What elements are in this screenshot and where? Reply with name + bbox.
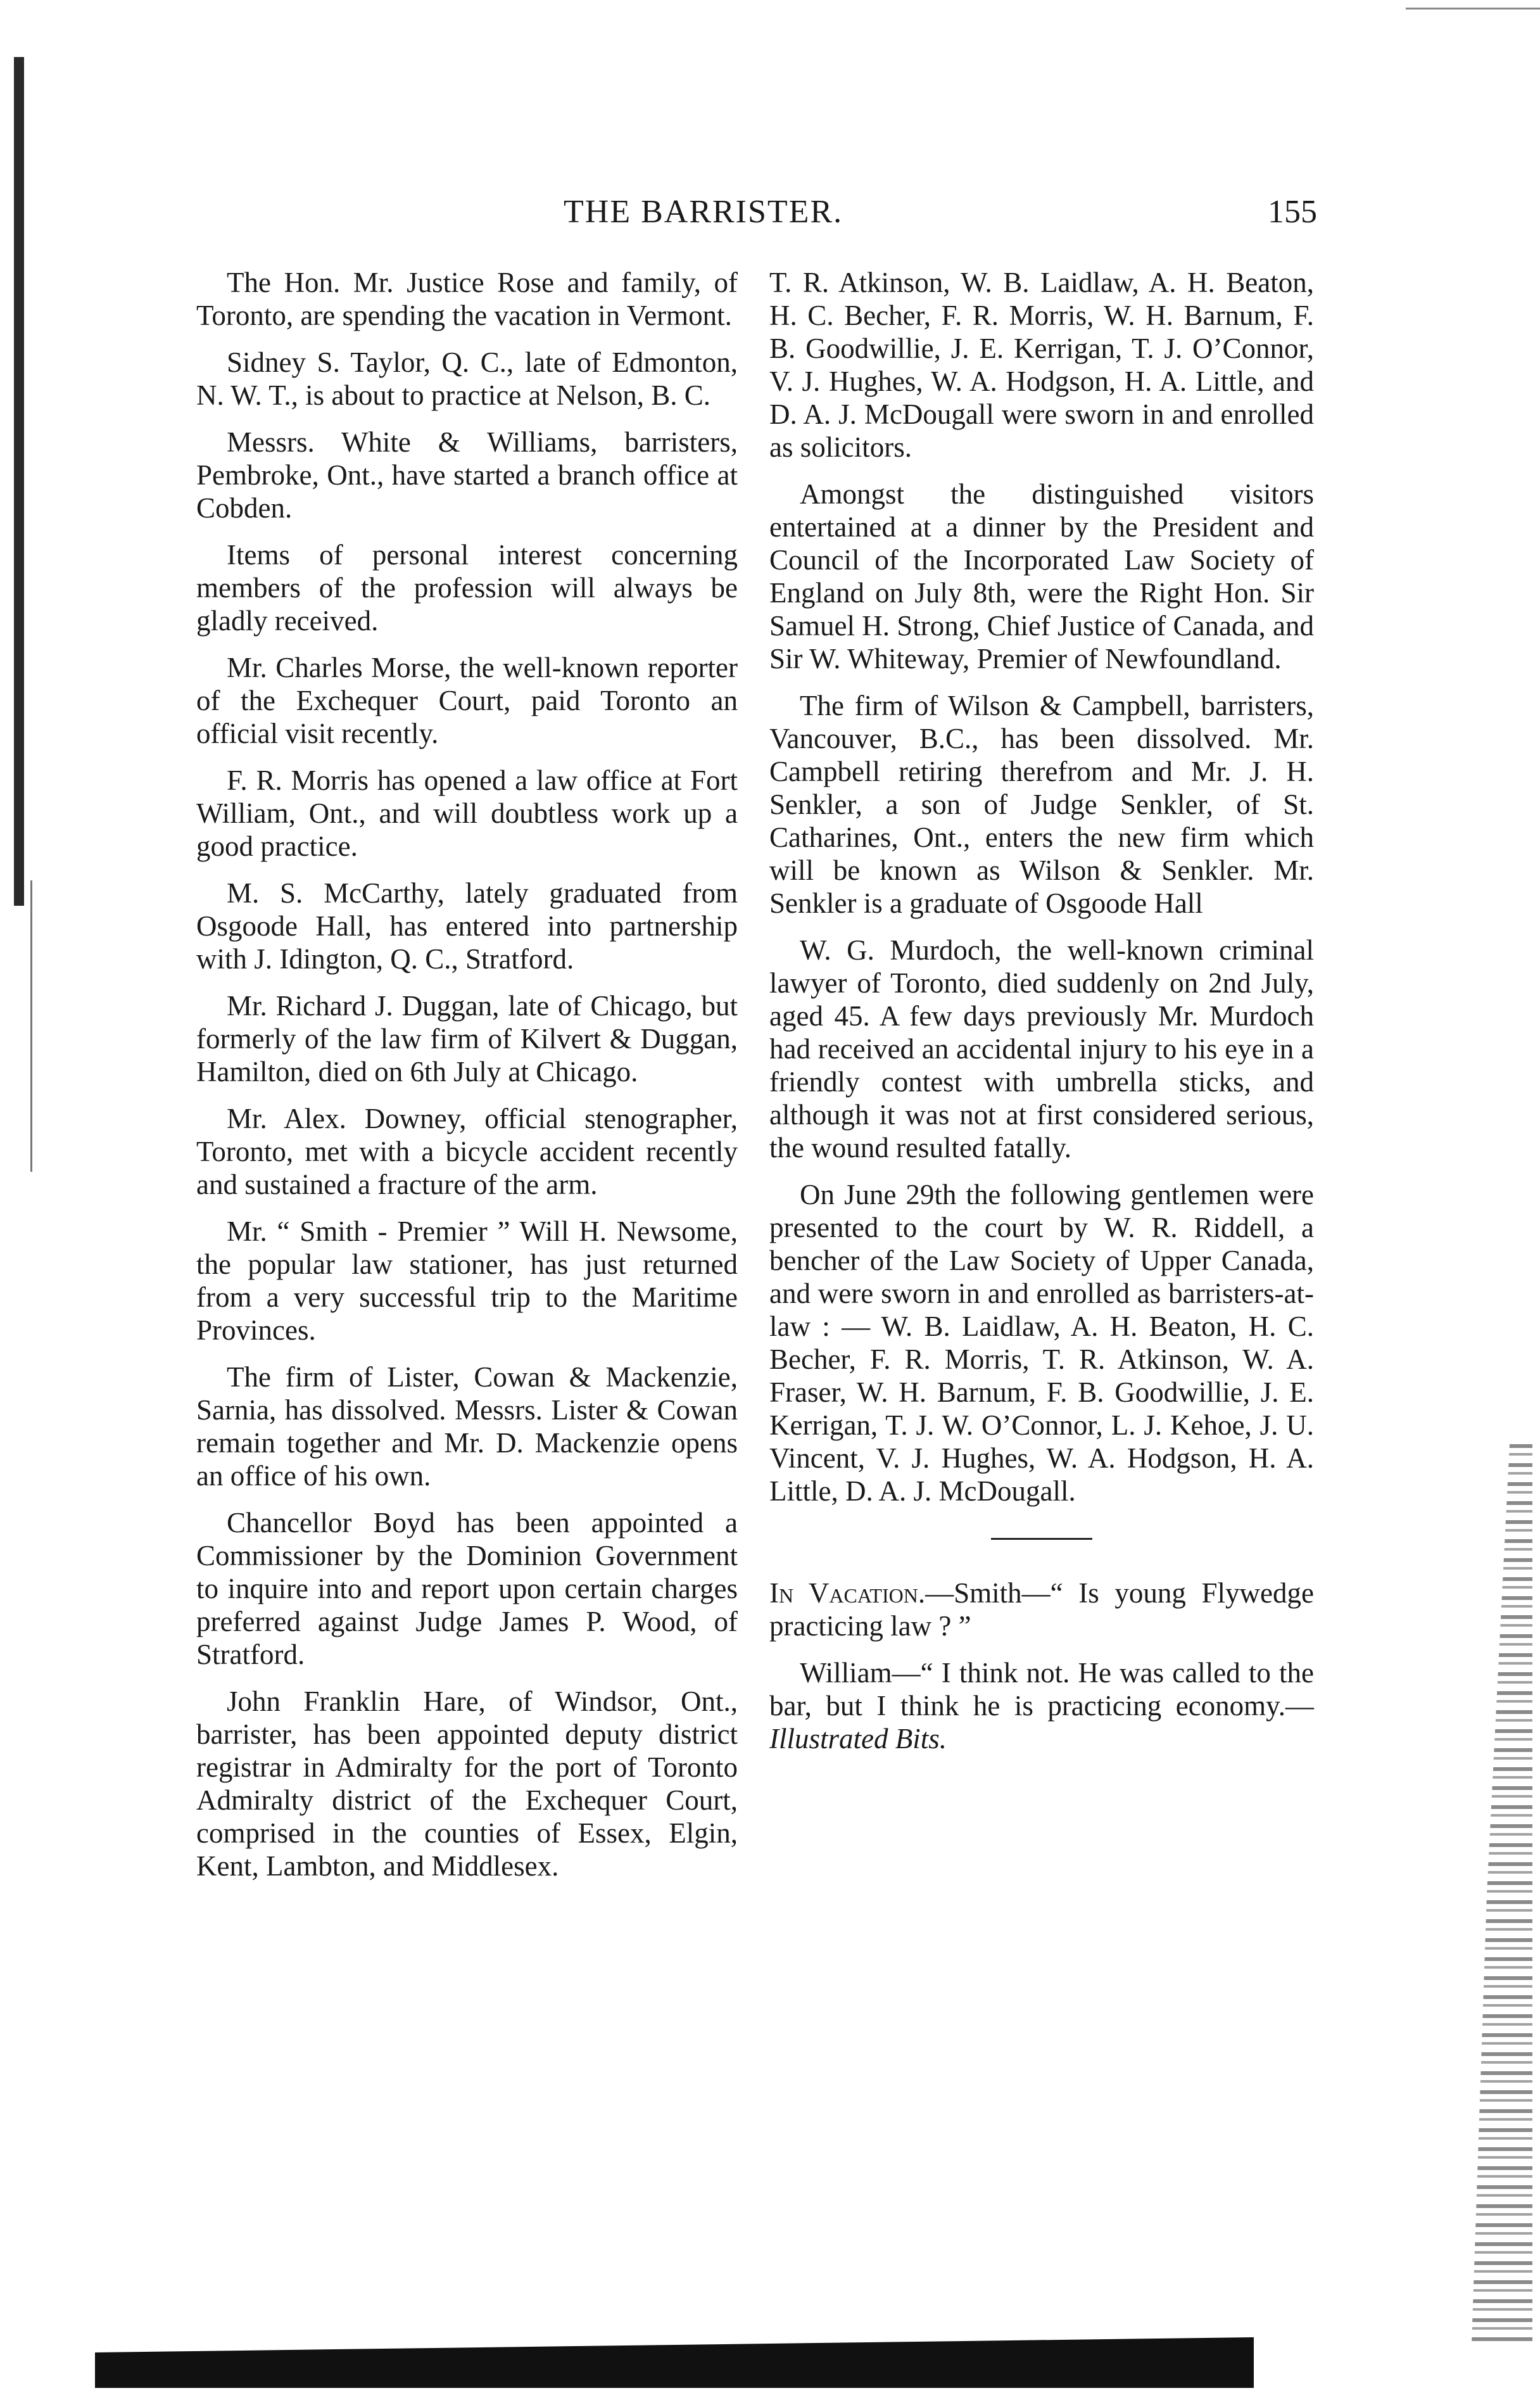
scan-edge-noise [1456,1444,1532,2344]
news-item: The firm of Wilson & Campbell, barristers, Vancouver, B.C., has been dissolved. Mr. Campbell retiring therefrom and Mr. J. H. Senkler, a son of Judge Senkler, of St. Catharines, Ont., enters the new firm which will be known as Wilson & Senkler. Mr. Senkler is a graduate of Osgoode Hall [769,690,1314,919]
right-column [769,266,1314,1769]
anecdote-text-2: William—“ I think not. He was called to the bar, but I think he is practicing economy.— [769,1657,1314,1722]
news-item: Sidney S. Taylor, Q. C., late of Edmonton, N. W. T., is about to practice at Nelson, B. C. [196,346,738,411]
anecdote-line-2 [769,1656,1314,1755]
news-item: Mr. “ Smith - Premier ” Will H. Newsome, the popular law stationer, has just returned from a very successful trip to the Maritime Provinces. [196,1216,738,1346]
anecdote-heading: In Vacation. [769,1577,926,1609]
news-item: Mr. Richard J. Duggan, late of Chicago, but formerly of the law firm of Kilvert & Duggan, Hamilton, died on 6th July at Chicago. [196,990,738,1088]
news-item: The firm of Lister, Cowan & Mackenzie, Sarnia, has dissolved. Messrs. Lister & Cowan remain together and Mr. D. Mackenzie opens an office of his own. [196,1361,738,1492]
anecdote-line-1 [769,1577,1314,1642]
news-item: On June 29th the following gentlemen were presented to the court by W. R. Riddell, a bencher of the Law Society of Upper Canada, and were sworn in and enrolled as barristers-at-law : — W. B. Laidlaw, A. H. Beaton, H. C. Becher, F. R. Morris, T. R. Atkinson, W. A. Fraser, W. H. Barnum, F. B. Goodwillie, J. E. Kerrigan, T. J. W. O’Connor, L. J. Kehoe, J. U. Vincent, V. J. Hughes, W. A. Hodgson, H. A. Little, D. A. J. McDougall. [769,1179,1314,1507]
news-item: Messrs. White & Williams, barristers, Pembroke, Ont., have started a branch office at Cobden. [196,426,738,524]
left-column [196,266,738,1896]
news-item: M. S. McCarthy, lately graduated from Osgoode Hall, has entered into partnership with J. Idington, Q. C., Stratford. [196,877,738,975]
news-item: Chancellor Boyd has been appointed a Commissioner by the Dominion Government to inquire into and report upon certain charges preferred against Judge James P. Wood, of Stratford. [196,1507,738,1670]
news-item: Items of personal interest concerning members of the profession will always be gladly received. [196,539,738,637]
news-item: The Hon. Mr. Justice Rose and family, of Toronto, are spending the vacation in Vermont. [196,267,738,331]
scan-binding-shadow [14,57,24,906]
page-number: 155 [1268,194,1317,230]
anecdote-text-1: —Smith—“ Is young Flywedge practicing law ? ” [769,1577,1314,1642]
section-divider [991,1538,1092,1540]
scan-edge-line [30,880,32,1172]
scan-bottom-shadow [95,2337,1254,2388]
news-item: Mr. Charles Morse, the well-known reporter of the Exchequer Court, paid Toronto an official visit recently. [196,652,738,749]
anecdote-source: Illustrated Bits. [769,1723,947,1755]
page-header [190,193,1317,244]
news-item: Amongst the distinguished visitors entertained at a dinner by the President and Council of the Incorporated Law Society of England on July 8th, were the Right Hon. Sir Samuel H. Strong, Chief Justice of Canada, and Sir W. Whiteway, Premier of Newfoundland. [769,478,1314,675]
news-item: F. R. Morris has opened a law office at Fort William, Ont., and will doubtless work up a good practice. [196,765,738,862]
news-item: W. G. Murdoch, the well-known criminal lawyer of Toronto, died suddenly on 2nd July, aged 45. A few days previously Mr. Murdoch had received an accidental injury to his eye in a friendly contest with umbrella sticks, and although it was not at first considered serious, the wound resulted fatally. [769,934,1314,1164]
running-title: THE BARRISTER. [564,194,843,230]
scan-edge-mark [1406,8,1540,10]
news-item: John Franklin Hare, of Windsor, Ont., barrister, has been appointed deputy district registrar in Admiralty for the port of Toronto Admiralty district of the Exchequer Court, comprised in the counties of Essex, Elgin, Kent, Lambton, and Middlesex. [196,1685,738,1882]
news-item: Mr. Alex. Downey, official stenographer, Toronto, met with a bicycle accident recently and sustained a fracture of the arm. [196,1103,738,1200]
news-item: T. R. Atkinson, W. B. Laidlaw, A. H. Beaton, H. C. Becher, F. R. Morris, W. H. Barnum, F. B. Goodwillie, J. E. Kerrigan, T. J. O’Connor, V. J. Hughes, W. A. Hodgson, H. A. Little, and D. A. J. McDougall were sworn in and enrolled as solicitors. [769,267,1314,463]
